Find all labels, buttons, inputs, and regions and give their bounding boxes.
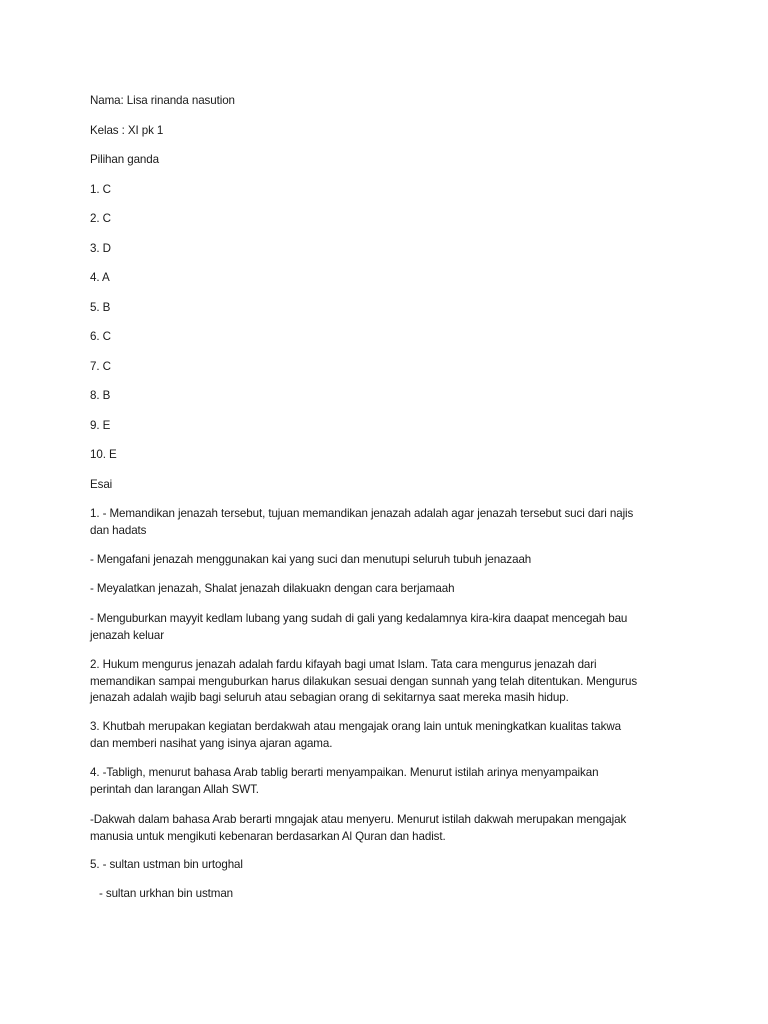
answer-item: 10. E	[90, 448, 117, 461]
essay-answer-1d	[90, 611, 680, 644]
answer-item: 3. D	[90, 242, 111, 255]
answer-item: 7. C	[90, 360, 111, 373]
text-line: jenazah adalah wajib bagi seluruh atau sebagian orang di sekitarnya saat mereka masih hidup.	[90, 691, 569, 704]
text-line: perintah dan larangan Allah SWT.	[90, 782, 259, 796]
essay-answer-1c: - Meyalatkan jenazah, Shalat jenazah dilakuakn dengan cara berjamaah	[90, 582, 455, 595]
essay-answer-5b: - sultan urkhan bin ustman	[99, 887, 234, 900]
text-line: jenazah keluar	[90, 628, 165, 642]
student-name: Nama: Lisa rinanda nasution	[90, 94, 235, 107]
essay-answer-1b: - Mengafani jenazah menggunakan kai yang suci dan menutupi seluruh tubuh jenazaah	[90, 553, 532, 566]
answer-item: 1. C	[90, 183, 111, 196]
text-line: dan hadats	[90, 523, 147, 537]
essay-answer-4b	[90, 812, 680, 845]
text-line: memandikan sampai menguburkan harus dilakukan sesuai dengan sunnah yang telah ditentukan. Mengurus	[90, 674, 638, 688]
essay-answer-5a: 5. - sultan ustman bin urtoghal	[90, 858, 243, 871]
answer-item: 8. B	[90, 389, 111, 402]
section-title-multiple-choice: Pilihan ganda	[90, 153, 159, 166]
text-line: 4. -Tabligh, menurut bahasa Arab tablig berarti menyampaikan. Menurut istilah arinya menyampaikan	[90, 766, 599, 779]
essay-answer-1a	[90, 506, 680, 539]
text-line: 2. Hukum mengurus jenazah adalah fardu kifayah bagi umat Islam. Tata cara mengurus jenazah dari	[90, 658, 597, 671]
section-title-essay: Esai	[90, 478, 113, 491]
essay-answer-3	[90, 719, 680, 752]
text-line: -Dakwah dalam bahasa Arab berarti mngajak atau menyeru. Menurut istilah dakwah merupakan mengajak	[90, 813, 627, 826]
answer-item: 4. A	[90, 271, 110, 284]
text-line: 3. Khutbah merupakan kegiatan berdakwah atau mengajak orang lain untuk meningkatkan kualitas takwa	[90, 720, 621, 733]
essay-answer-2	[90, 657, 680, 707]
text-line: 1. - Memandikan jenazah tersebut, tujuan memandikan jenazah adalah agar jenazah tersebut suci dari najis	[90, 507, 634, 520]
student-class: Kelas : XI pk 1	[90, 124, 164, 137]
answer-item: 9. E	[90, 419, 111, 432]
answer-item: 2. C	[90, 212, 111, 225]
text-line: dan memberi nasihat yang isinya ajaran agama.	[90, 736, 333, 750]
text-line: manusia untuk mengikuti kebenaran berdasarkan Al Quran dan hadist.	[90, 829, 446, 843]
essay-answer-4a	[90, 765, 680, 798]
answer-item: 6. C	[90, 330, 111, 343]
answer-item: 5. B	[90, 301, 111, 314]
text-line: - Menguburkan mayyit kedlam lubang yang sudah di gali yang kedalamnya kira-kira daapat mencegah bau	[90, 612, 628, 625]
